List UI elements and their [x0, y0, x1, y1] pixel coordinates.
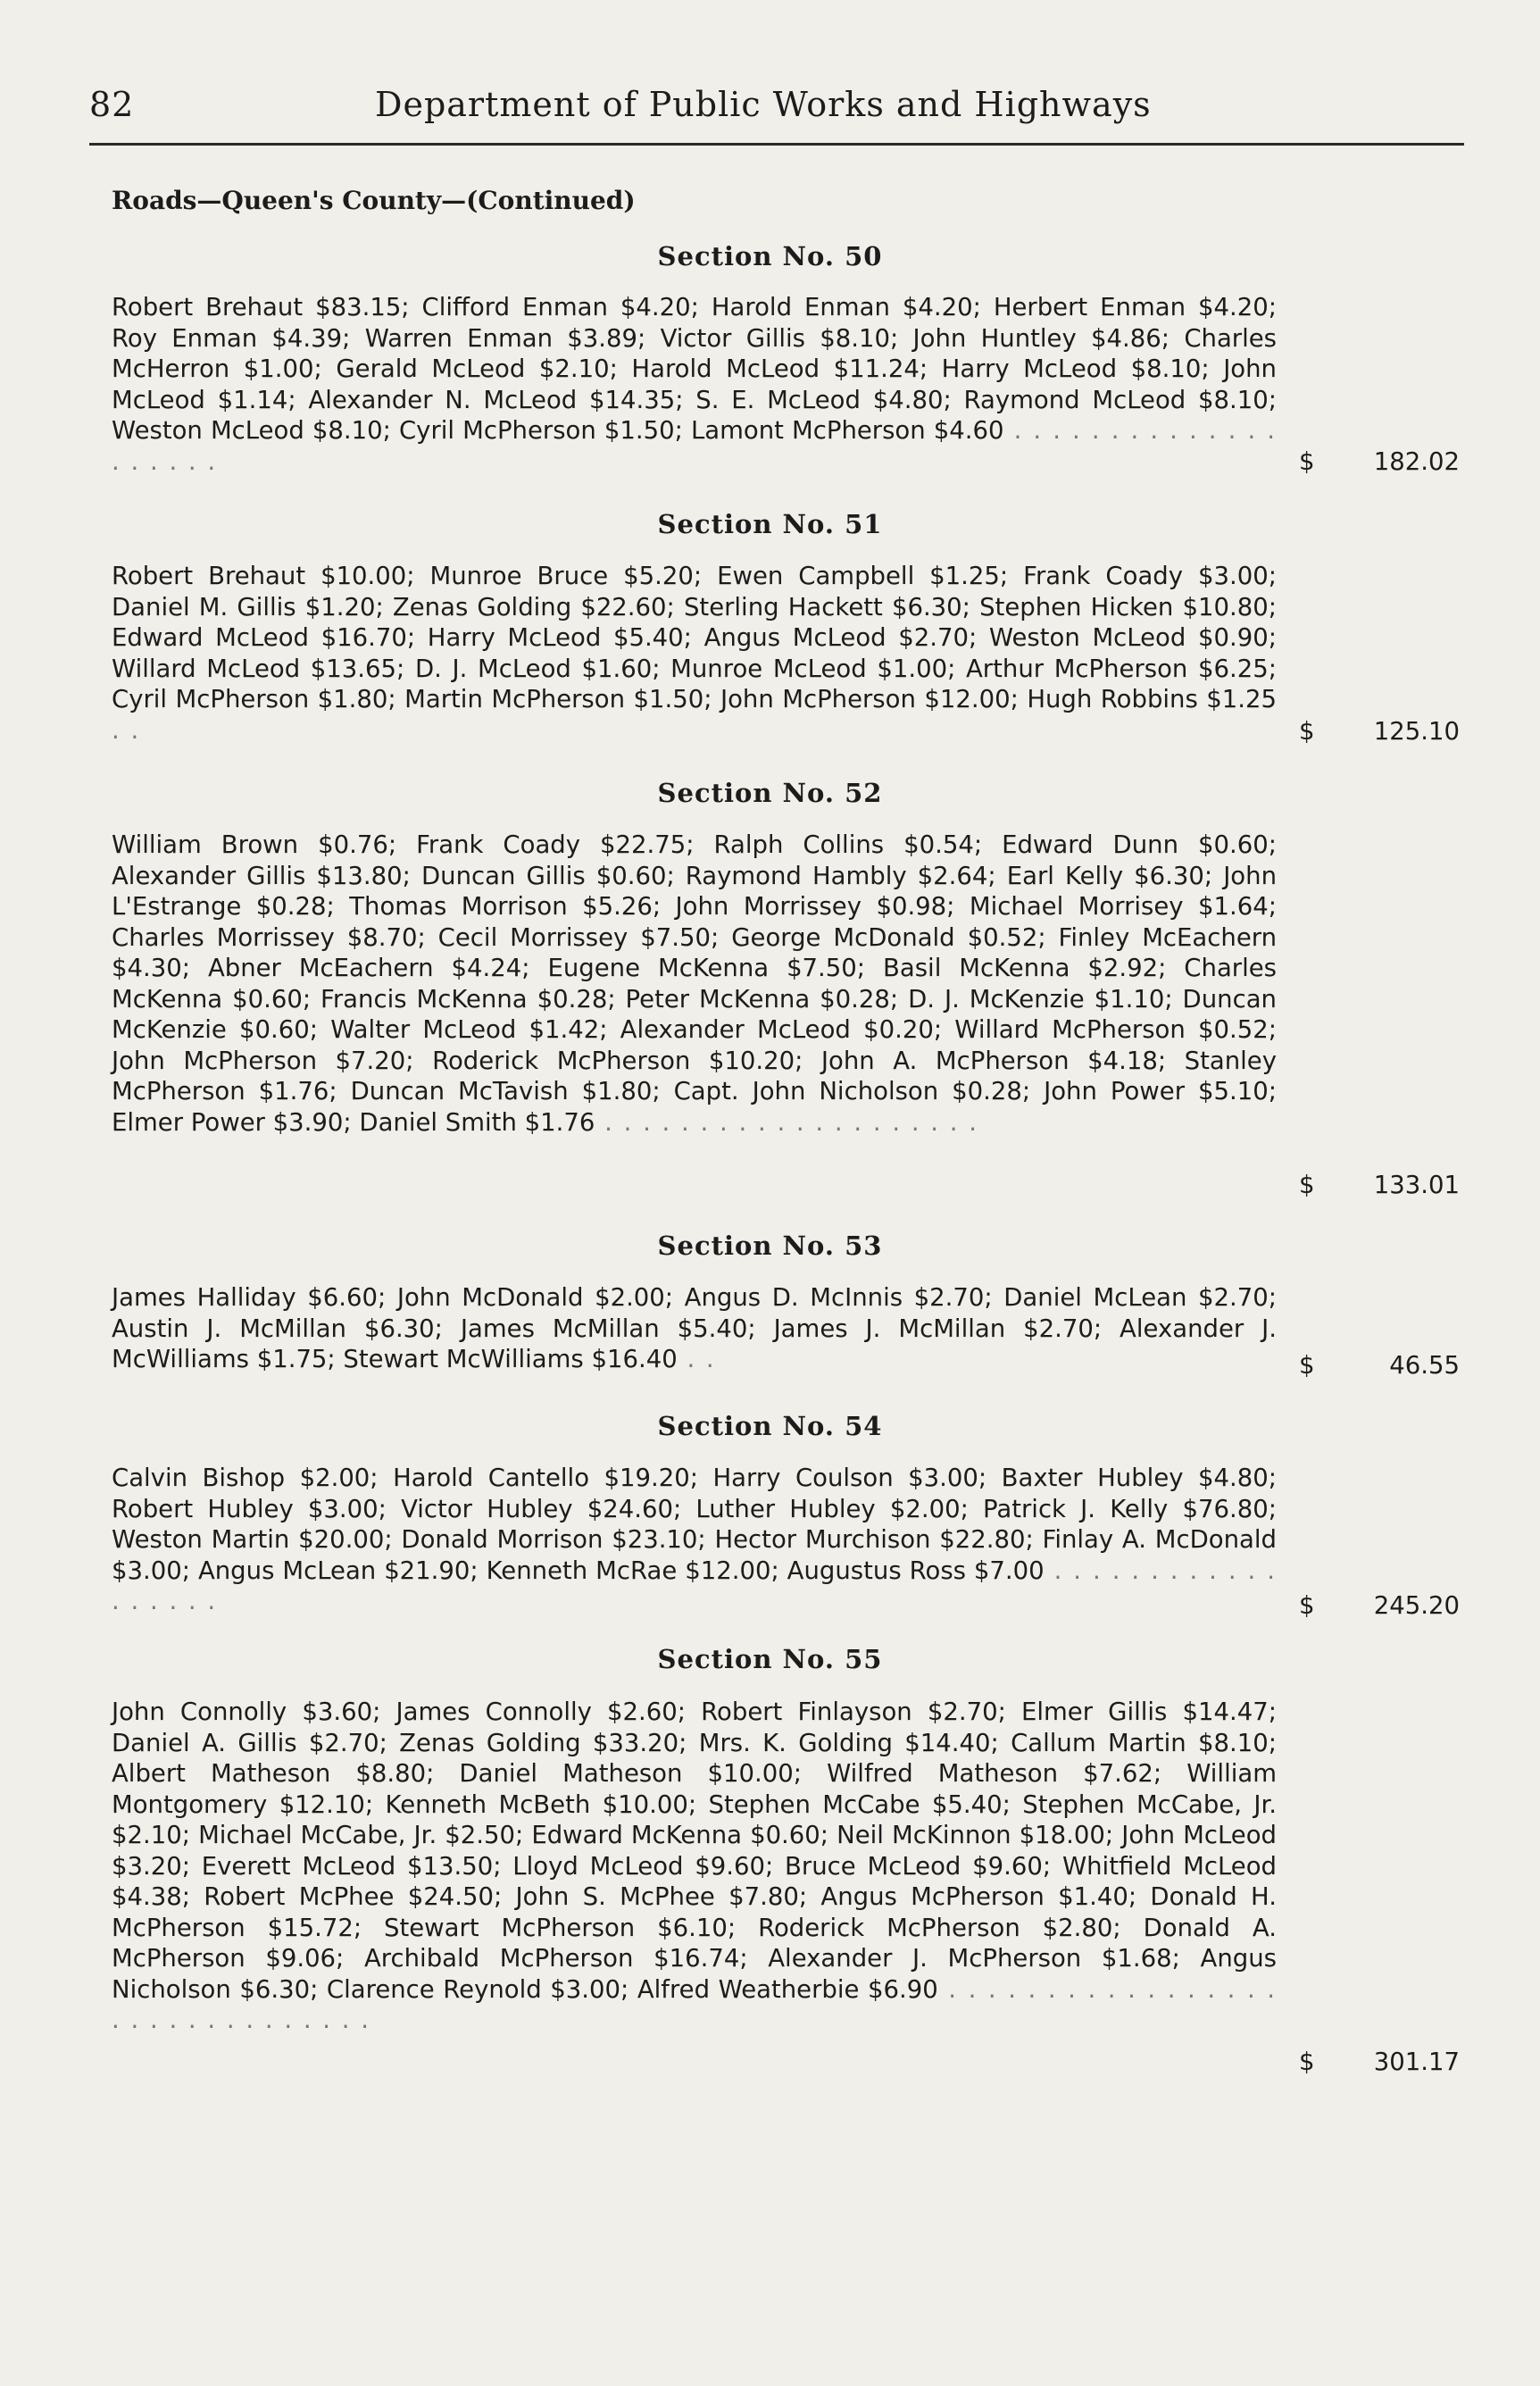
section-total-amount: 46.55 — [1389, 1351, 1460, 1380]
section-heading: Section No. 54 — [657, 1411, 883, 1441]
section-heading: Section No. 53 — [657, 1231, 883, 1261]
dot-leaders: . . . . . . . . . . . . . . . . . . . . — [595, 1107, 979, 1137]
dot-leaders: . . . . . . . . . . . . . . . . . . . . . . . . . . . . . . . — [112, 1974, 1277, 2034]
section-entries-text: Robert Brehaut $10.00; Munroe Bruce $5.20; Ewen Campbell $1.25; Frank Coady $3.00; Daniel M. Gillis $1.20; Zenas Golding $22.60; Sterling Hackett $6.30; Stephen Hicken $10.80; Edward McLeod $16.70; Harry McLeod $5.40; Angus McLeod $2.70; Weston McLeod $0.90; Willard McLeod $13.65; D. J. McLeod $1.60; Munroe McLeod $1.00; Arthur McPherson $6.25; Cyril McPherson $1.80; Martin McPherson $1.50; John McPherson $12.00; Hugh Robbins $1.25 — [112, 562, 1277, 713]
section-heading: Section No. 52 — [657, 778, 883, 808]
page-header — [89, 85, 1464, 138]
dot-leaders: . . . . . . . . . . . . . . . . . . — [112, 1556, 1277, 1615]
header-rule — [89, 143, 1464, 146]
currency-sign: $ — [1299, 1351, 1315, 1380]
section-entries — [112, 1697, 1277, 2036]
section-total-amount: 182.02 — [1373, 447, 1460, 476]
section-total-amount: 125.10 — [1373, 717, 1460, 746]
section-entries-text: Robert Brehaut $83.15; Clifford Enman $4.20; Harold Enman $4.20; Herbert Enman $4.20; Roy Enman $4.39; Warren Enman $3.89; Victor Gillis $8.10; John Huntley $4.86; Charles McHerron $1.00; Gerald McLeod $2.10; Harold McLeod $11.24; Harry McLeod $8.10; John McLeod $1.14; Alexander N. McLeod $14.35; S. E. McLeod $4.80; Raymond McLeod $8.10; Weston McLeod $8.10; Cyril McPherson $1.50; Lamont McPherson $4.60 — [112, 293, 1277, 445]
section-heading: Section No. 50 — [657, 241, 883, 271]
section-total-amount: 133.01 — [1373, 1171, 1460, 1199]
section-entries-text: William Brown $0.76; Frank Coady $22.75; Ralph Collins $0.54; Edward Dunn $0.60; Alexander Gillis $13.80; Duncan Gillis $0.60; Raymond Hambly $2.64; Earl Kelly $6.30; John L'Estrange $0.28; Thomas Morrison $5.26; John Morrissey $0.98; Michael Morrisey $1.64; Charles Morrissey $8.70; Cecil Morrissey $7.50; George McDonald $0.52; Finley McEachern $4.30; Abner McEachern $4.24; Eugene McKenna $7.50; Basil McKenna $2.92; Charles McKenna $0.60; Francis McKenna $0.28; Peter McKenna $0.28; D. J. McKenzie $1.10; Duncan McKenzie $0.60; Walter McLeod $1.42; Alexander McLeod $0.20; Willard McPherson $0.52; John McPherson $7.20; Roderick McPherson $10.20; John A. McPherson $4.18; Stanley McPherson $1.76; Duncan McTavish $1.80; Capt. John Nicholson $0.28; John Power $5.10; Elmer Power $3.90; Daniel Smith $1.76 — [112, 830, 1277, 1137]
section-entries — [112, 1463, 1277, 1617]
currency-sign: $ — [1299, 1171, 1315, 1199]
section-entries — [112, 561, 1277, 746]
section-heading: Section No. 55 — [657, 1644, 883, 1674]
section-entries-text: John Connolly $3.60; James Connolly $2.60; Robert Finlayson $2.70; Elmer Gillis $14.47; Daniel A. Gillis $2.70; Zenas Golding $33.20; Mrs. K. Golding $14.40; Callum Martin $8.10; Albert Matheson $8.80; Daniel Matheson $10.00; Wilfred Matheson $7.62; William Montgomery $12.10; Kenneth McBeth $10.00; Stephen McCabe $5.40; Stephen McCabe, Jr. $2.10; Michael McCabe, Jr. $2.50; Edward McKenna $0.60; Neil McKinnon $18.00; John McLeod $3.20; Everett McLeod $13.50; Lloyd McLeod $9.60; Bruce McLeod $9.60; Whitfield McLeod $4.38; Robert McPhee $24.50; John S. McPhee $7.80; Angus McPherson $1.40; Donald H. McPherson $15.72; Stewart McPherson $6.10; Roderick McPherson $2.80; Donald A. McPherson $9.06; Archibald McPherson $16.74; Alexander J. McPherson $1.68; Angus Nicholson $6.30; Clarence Reynold $3.00; Alfred Weatherbie $6.90 — [112, 1698, 1277, 2004]
running-title: Department of Public Works and Highways — [375, 85, 1152, 124]
page-number: 82 — [89, 85, 135, 124]
section-entries — [112, 830, 1277, 1138]
section-heading: Section No. 51 — [657, 509, 883, 539]
section-entries-text: James Halliday $6.60; John McDonald $2.00; Angus D. McInnis $2.70; Daniel McLean $2.70; Austin J. McMillan $6.30; James McMillan $5.40; James J. McMillan $2.70; Alexander J. McWilliams $1.75; Stewart McWilliams $16.40 — [112, 1283, 1277, 1373]
currency-sign: $ — [1299, 717, 1315, 746]
section-entries — [112, 1282, 1277, 1375]
section-total-amount: 245.20 — [1373, 1591, 1460, 1620]
currency-sign: $ — [1299, 2048, 1315, 2076]
dot-leaders: . . . . . . . . . . . . . . . . . . . . — [112, 416, 1278, 476]
dot-leaders: . . — [677, 1345, 716, 1373]
section-entries-text: Calvin Bishop $2.00; Harold Cantello $19.20; Harry Coulson $3.00; Baxter Hubley $4.80; Robert Hubley $3.00; Victor Hubley $24.60; Luther Hubley $2.00; Patrick J. Kelly $76.80; Weston Martin $20.00; Donald Morrison $23.10; Hector Murchison $22.80; Finlay A. McDonald $3.00; Angus McLean $21.90; Kenneth McRae $12.00; Augustus Ross $7.00 — [112, 1464, 1277, 1585]
dot-leaders: . . — [112, 715, 141, 745]
continued-heading: Roads—Queen's County—(Continued) — [112, 186, 636, 215]
currency-sign: $ — [1299, 447, 1315, 476]
currency-sign: $ — [1299, 1591, 1315, 1620]
section-total-amount: 301.17 — [1373, 2048, 1460, 2076]
section-entries — [112, 292, 1277, 477]
